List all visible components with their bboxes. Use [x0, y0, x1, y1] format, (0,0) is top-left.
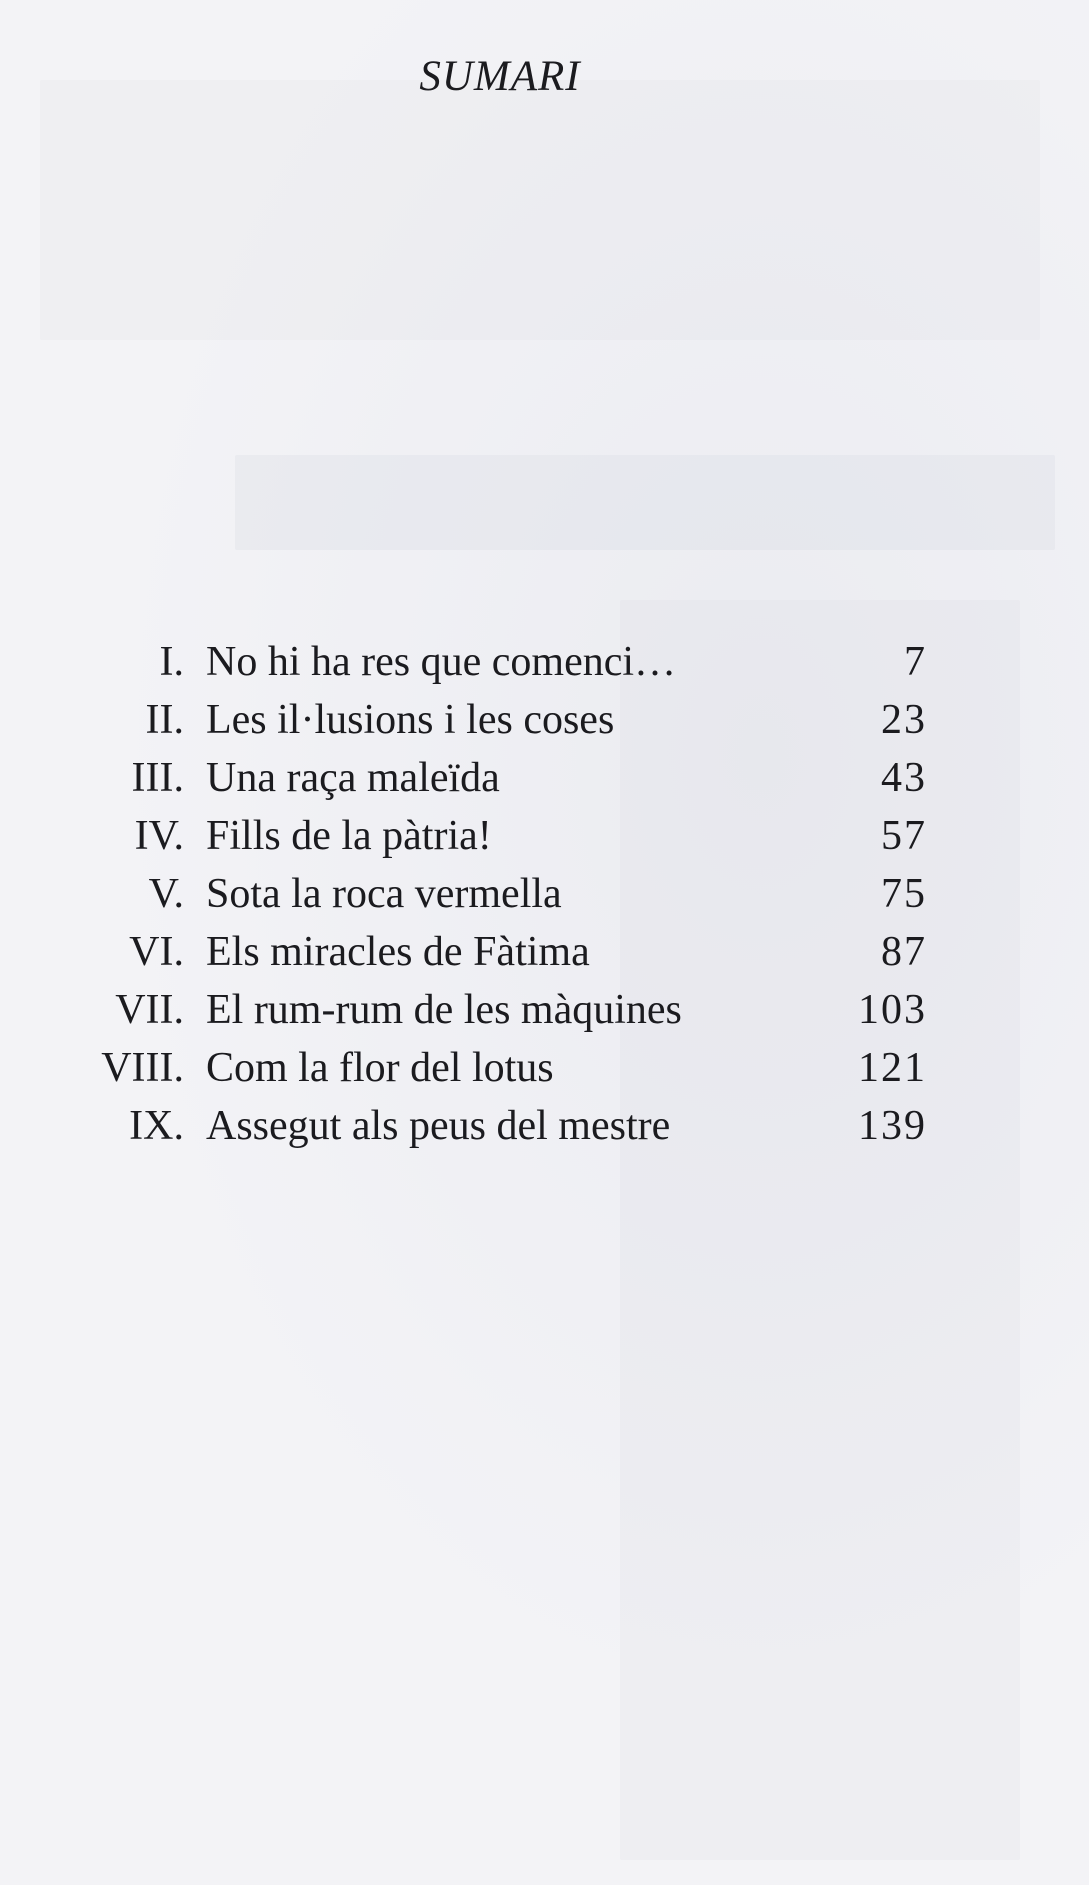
chapter-title: No hi ha res que comenci… — [206, 639, 677, 685]
toc-entry — [0, 923, 1089, 981]
page-number: 139 — [858, 1103, 927, 1149]
page-number: 103 — [858, 987, 927, 1033]
page-title: SUMARI — [419, 53, 581, 100]
page-number: 7 — [904, 639, 927, 685]
chapter-title: Les il·lusions i les coses — [206, 697, 615, 743]
chapter-numeral: V. — [148, 871, 184, 917]
chapter-numeral: VI. — [129, 929, 184, 975]
toc-entry — [0, 981, 1089, 1039]
page-number: 23 — [881, 697, 927, 743]
toc-entry — [0, 749, 1089, 807]
chapter-title: Els miracles de Fàtima — [206, 929, 590, 975]
show-through-text-area — [40, 80, 1040, 340]
page-number: 121 — [858, 1045, 927, 1091]
chapter-numeral: IV. — [134, 813, 184, 859]
toc-entry — [0, 1097, 1089, 1155]
chapter-numeral: I. — [159, 639, 184, 685]
table-of-contents — [0, 633, 1089, 1155]
chapter-title: Una raça maleïda — [206, 755, 500, 801]
show-through-band — [235, 455, 1055, 550]
chapter-numeral: VII. — [115, 987, 184, 1033]
chapter-title: Fills de la pàtria! — [206, 813, 492, 859]
chapter-numeral: VIII. — [101, 1045, 184, 1091]
chapter-numeral: II. — [145, 697, 184, 743]
chapter-title: Assegut als peus del mestre — [206, 1103, 671, 1149]
toc-entry — [0, 691, 1089, 749]
toc-entry — [0, 1039, 1089, 1097]
chapter-numeral: IX. — [129, 1103, 184, 1149]
page-number: 43 — [881, 755, 927, 801]
chapter-title: El rum-rum de les màquines — [206, 987, 682, 1033]
page-number: 87 — [881, 929, 927, 975]
page-number: 57 — [881, 813, 927, 859]
toc-entry — [0, 807, 1089, 865]
chapter-numeral: III. — [131, 755, 184, 801]
chapter-title: Sota la roca vermella — [206, 871, 562, 917]
toc-entry — [0, 633, 1089, 691]
chapter-title: Com la flor del lotus — [206, 1045, 554, 1091]
toc-entry — [0, 865, 1089, 923]
page-number: 75 — [881, 871, 927, 917]
